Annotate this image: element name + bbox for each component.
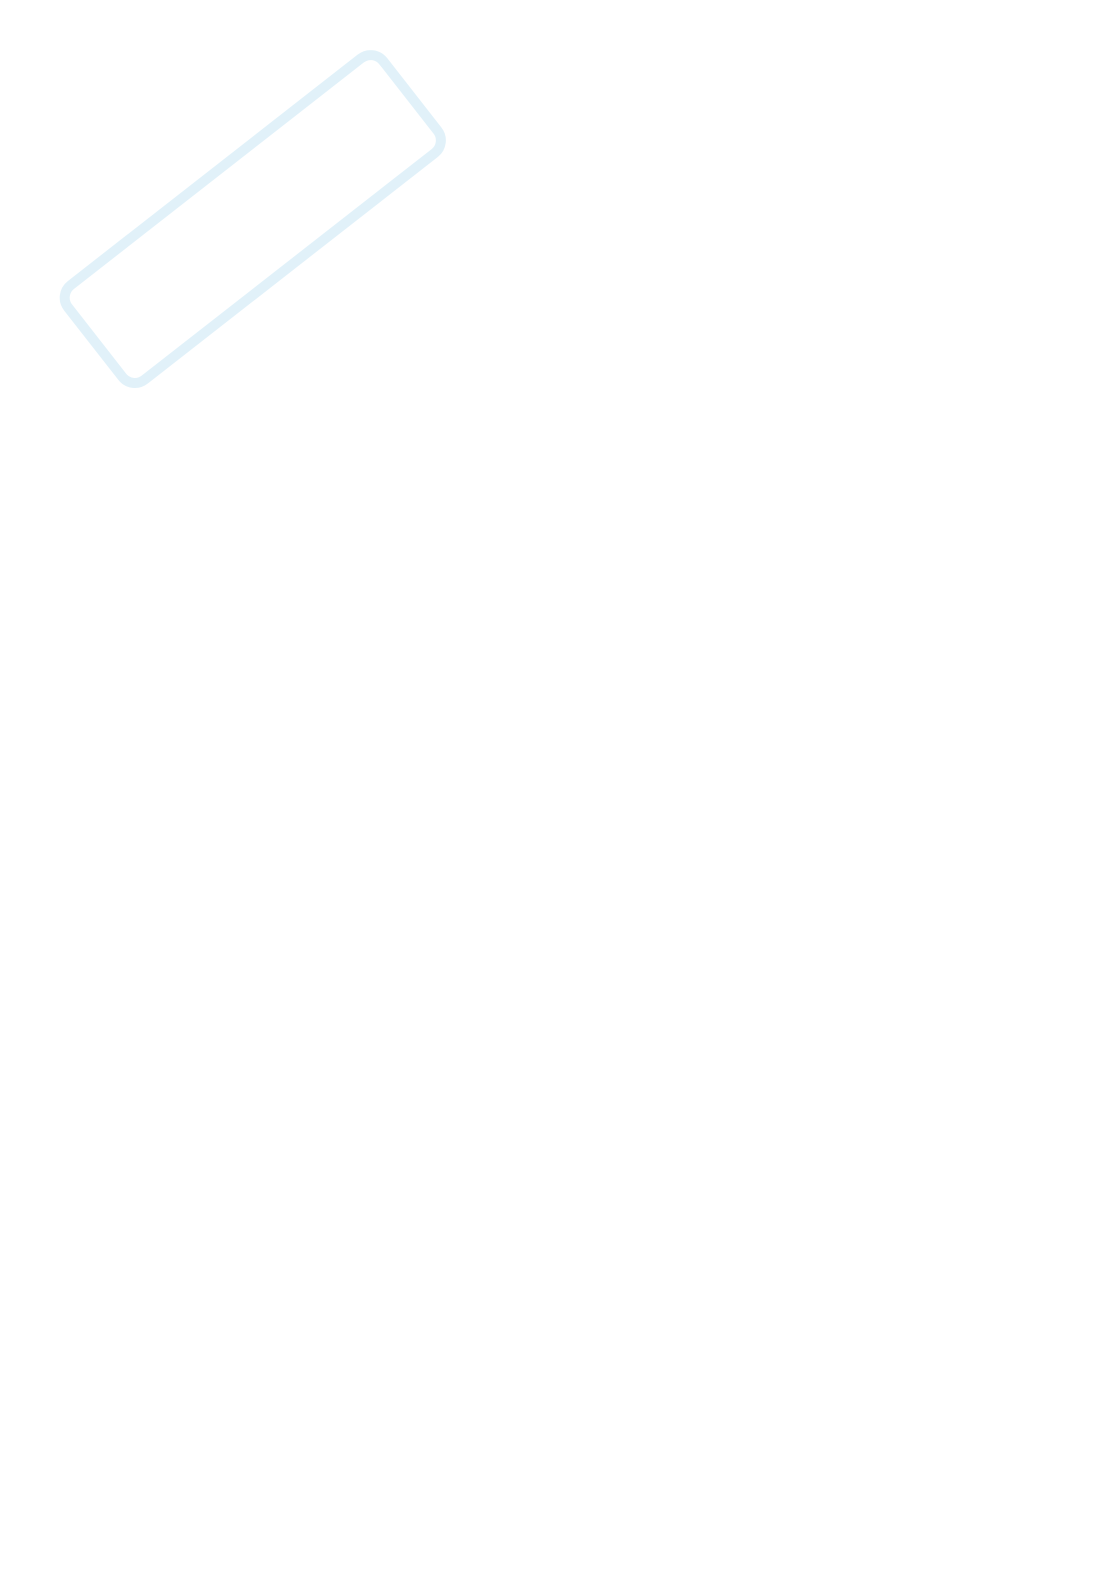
- watermark-logo: [20, 40, 490, 420]
- document-page: [105, 104, 1031, 147]
